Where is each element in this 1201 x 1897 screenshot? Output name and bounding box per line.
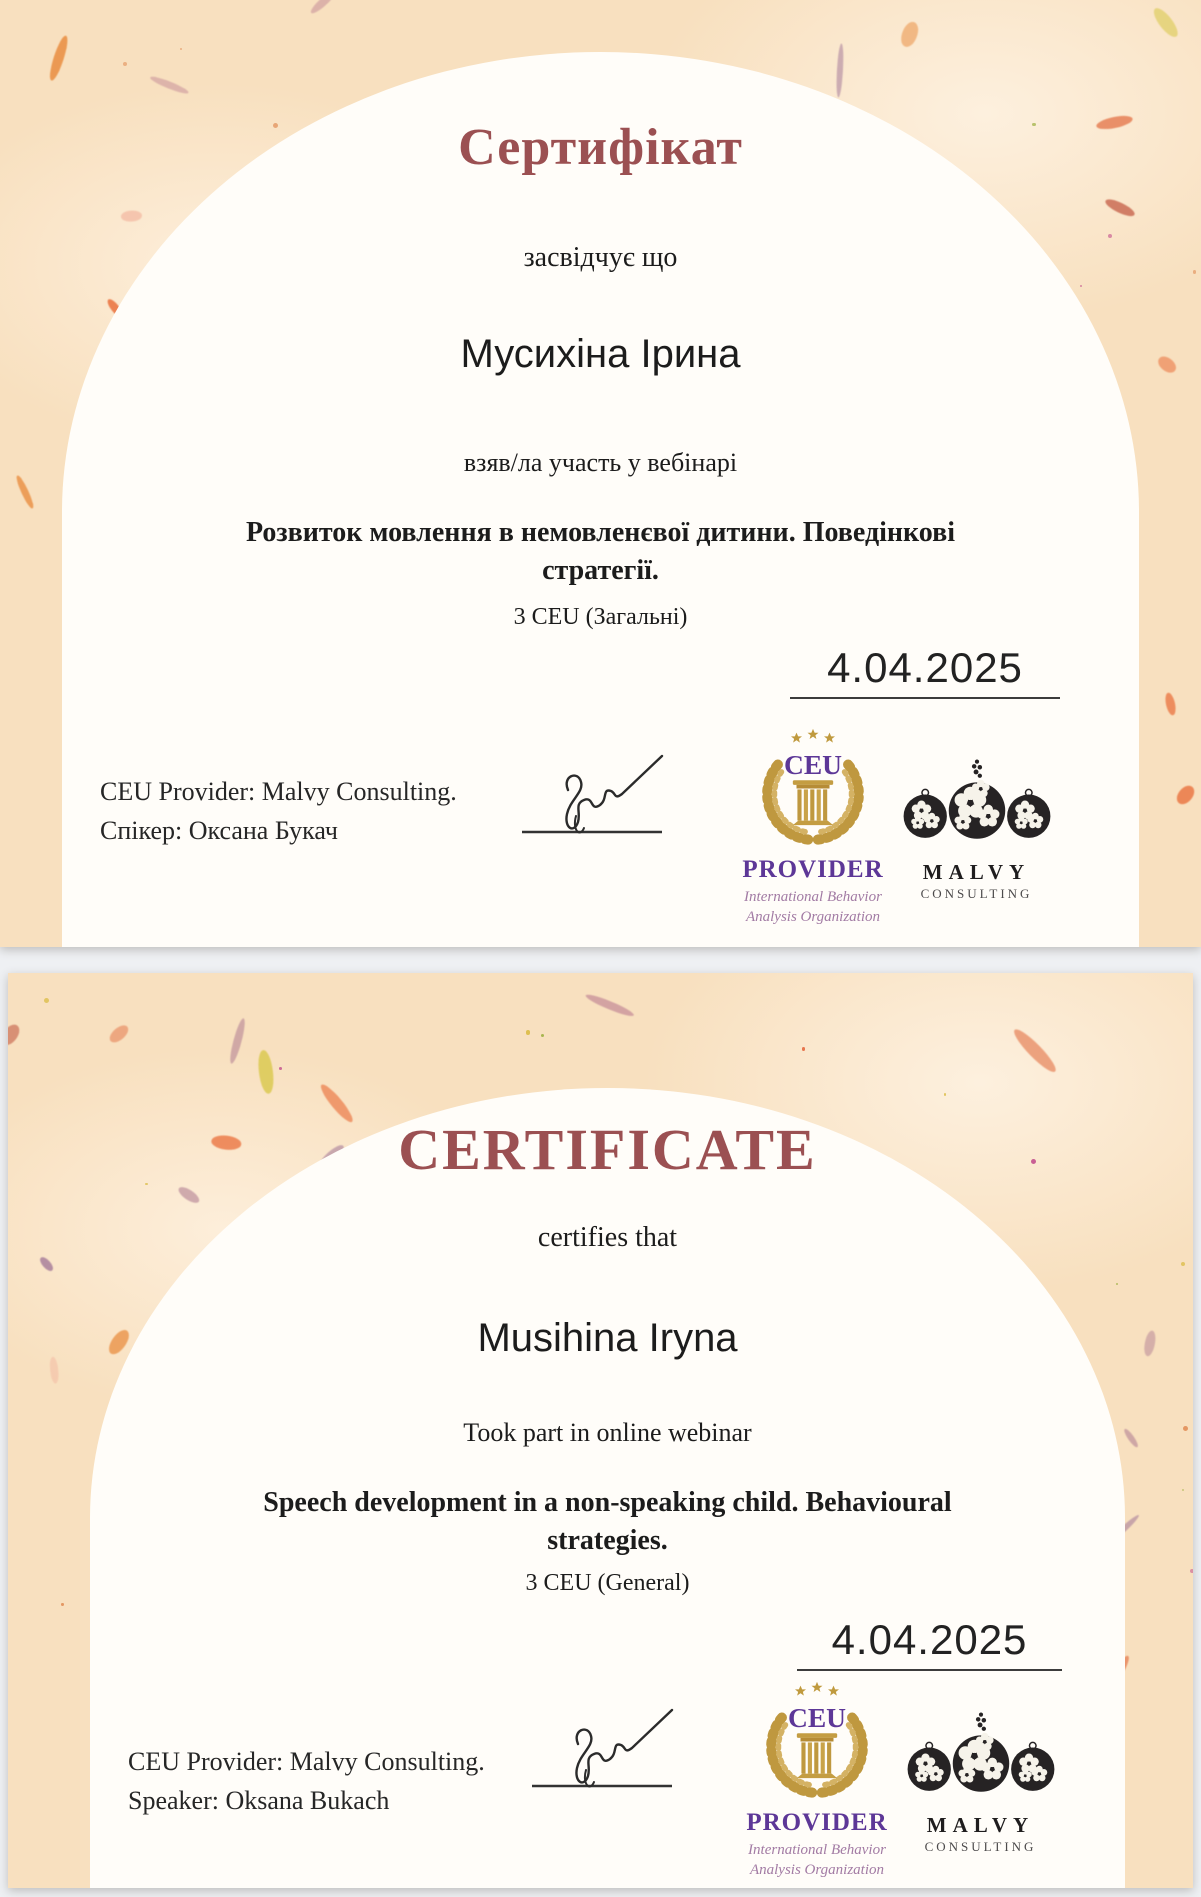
provider-wordmark: PROVIDER [742,856,884,883]
speckle-dot [1108,234,1112,238]
ceu-provider-logo [738,728,888,927]
ibao-tagline [742,1841,892,1880]
certificate-arch [62,52,1139,947]
flower-ornaments-icon [897,754,1057,853]
malvy-consulting-logo [894,754,1059,902]
malvy-subtitle: CONSULTING [920,886,1033,901]
speckle-petal [38,1255,55,1273]
malvy-wordmark: MALVY [922,860,1031,884]
certifies-text: засвідчує що [523,242,678,273]
star-icon [808,729,819,739]
speckle-petal [1163,692,1177,717]
ibao-tagline-line1: International Behavior [744,889,882,905]
column-icon [797,1733,837,1778]
speckle-dot [526,1030,530,1034]
speckle-dot [1183,1426,1188,1431]
provider-wordmark: PROVIDER [746,1809,888,1836]
speckle-dot [1190,1569,1193,1573]
speckle-petal [308,0,337,16]
speckle-petal [227,1017,247,1064]
speckle-dot [1181,1262,1185,1266]
provider-line: CEU Provider: Malvy Consulting. [100,777,457,806]
speckle-petal [1142,1330,1157,1357]
malvy-wordmark: MALVY [926,1813,1035,1837]
speckle-petal [107,1022,131,1045]
speckle-dot [279,1067,282,1070]
speckle-dot [944,1093,947,1096]
speckle-petal [8,1021,23,1048]
speckle-petal [835,43,844,97]
speckle-petal [149,75,189,96]
ceu-provider-logo [742,1681,892,1880]
speckle-petal [176,1185,201,1207]
speckle-petal [898,20,921,49]
ceu-credits-text: 3 CEU (General) [525,1570,690,1596]
webinar-title-line2: стратегії. [542,554,659,586]
signature-image [510,732,710,842]
webinar-title-line1: Розвиток мовлення в немовленєвої дитини. Поведінкові [245,517,955,548]
speckle-dot [180,48,183,51]
star-icon [795,1686,806,1696]
certificate-english [8,973,1193,1888]
star-icon [791,733,802,743]
participation-text: взяв/ла участь у вебінарі [463,448,738,477]
speckle-dot [61,1603,63,1605]
provider-speaker-block [128,1742,485,1820]
webinar-title-line2: strategies. [547,1524,668,1556]
laurel-wreath-icon [744,728,882,849]
certificate-ukrainian [0,0,1201,947]
webinar-title [62,514,1139,590]
speckle-petal [49,1356,60,1384]
speckle-dot [802,1047,806,1051]
flower-spike-icon [975,1713,985,1731]
speckle-dot [1182,1489,1184,1491]
recipient-name: Musihina Iryna [477,1316,738,1360]
speckle-dot [44,998,49,1003]
speckle-dot [541,1034,544,1037]
star-icon [824,733,835,743]
speckle-petal [584,992,635,1020]
logos-row [742,1681,1063,1880]
speckle-petal [400,973,437,974]
speckle-petal [1104,196,1137,219]
star-icon [812,1682,823,1692]
speckle-petal [46,34,70,82]
recipient-name: Мусихіна Ірина [460,332,741,376]
certifies-text: certifies that [537,1222,678,1253]
certificate-title: Сертифікат [458,119,743,176]
speckle-dot [1080,285,1083,288]
logos-row [738,728,1059,927]
malvy-consulting-logo [898,1707,1063,1855]
speckle-dot [1193,270,1196,273]
ibao-tagline [738,888,888,927]
star-icon [828,1686,839,1696]
speckle-petal [1173,782,1197,807]
speckle-dot [123,62,127,66]
webinar-title-line1: Speech development in a non-speaking child. Behavioural [263,1487,952,1518]
ibao-tagline-line1: International Behavior [748,1842,886,1858]
malvy-subtitle: CONSULTING [924,1839,1037,1854]
speckle-petal [1122,1427,1140,1449]
flower-ornaments-icon [901,1707,1061,1806]
provider-line: CEU Provider: Malvy Consulting. [128,1747,485,1776]
ceu-badge-text: CEU [783,748,843,780]
ceu-badge-text: CEU [787,1701,847,1733]
speckle-petal [14,475,35,510]
flower-spike-icon [971,760,981,778]
speaker-line: Спікер: Оксана Букач [100,816,338,845]
column-icon [793,780,833,825]
speckle-petal [1155,354,1179,377]
webinar-title [90,1484,1125,1560]
speckle-petal [1150,5,1182,41]
speckle-dot [1116,1283,1118,1285]
speckle-petal [121,210,143,222]
laurel-wreath-icon [748,1681,886,1802]
signature-image [520,1686,720,1796]
ceu-credits-text: 3 CEU (Загальні) [513,604,688,630]
date-field: 4.04.2025 [790,644,1060,699]
participation-text: Took part in online webinar [463,1418,752,1447]
certificate-title: CERTIFICATE [398,1117,817,1182]
speckle-petal [1010,1026,1060,1077]
speckle-petal [256,1049,275,1094]
ibao-tagline-line2: Analysis Organization [745,908,881,925]
provider-speaker-block [100,772,457,850]
date-field: 4.04.2025 [797,1616,1062,1671]
ibao-tagline-line2: Analysis Organization [749,1861,885,1878]
speaker-line: Speaker: Oksana Bukach [128,1786,390,1815]
